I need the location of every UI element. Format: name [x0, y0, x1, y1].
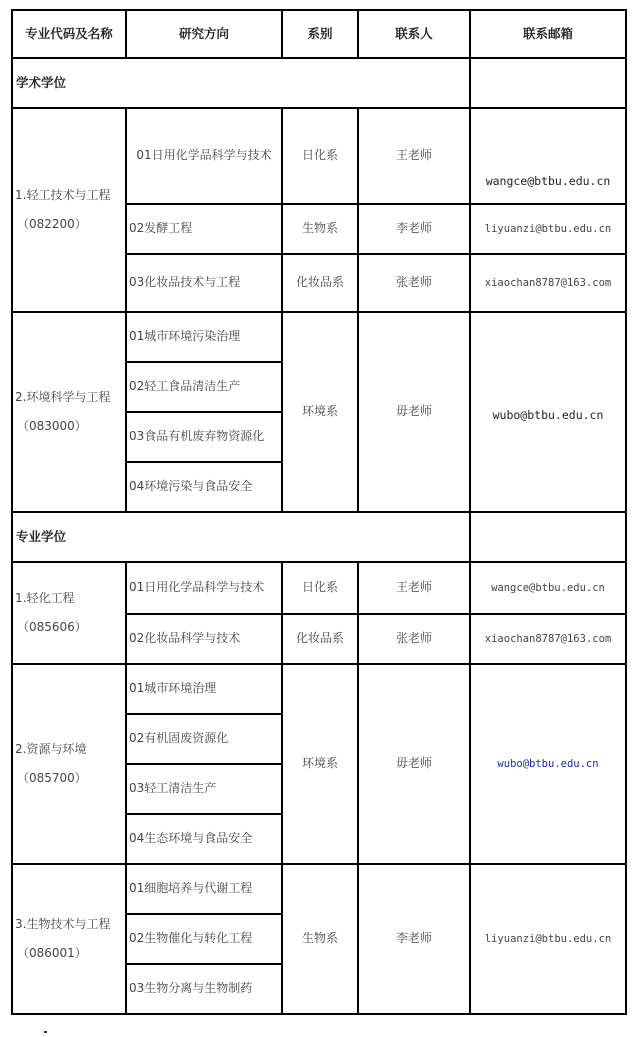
research-direction: 02生物催化与转化工程	[129, 931, 253, 946]
program-name-cell	[12, 664, 126, 864]
table-border	[11, 511, 627, 513]
table-border	[357, 561, 359, 1015]
program-name-cell	[12, 108, 126, 312]
contact-person: 李老师	[395, 931, 432, 946]
table-border	[125, 813, 283, 815]
program-name-cell	[12, 562, 126, 664]
contact-person: 毋老师	[395, 404, 432, 419]
research-direction: 01城市环境污染治理	[129, 329, 241, 344]
program-code: （085700）	[17, 771, 87, 785]
table-border	[11, 663, 627, 665]
header-program: 专业代码及名称	[25, 26, 113, 41]
department: 生物系	[301, 221, 338, 236]
table-border	[125, 963, 283, 965]
research-direction: 02发酵工程	[129, 221, 193, 236]
table-border	[125, 461, 283, 463]
table-border	[125, 913, 283, 915]
table-border	[125, 361, 283, 363]
table-border	[281, 107, 283, 513]
program-name-cell	[12, 312, 126, 512]
contact-person: 张老师	[395, 631, 432, 646]
program-code: （085606）	[17, 620, 87, 634]
program-code: （082200）	[17, 217, 87, 231]
research-direction: 03食品有机废弃物资源化	[129, 429, 265, 444]
department: 日化系	[301, 148, 338, 163]
research-direction: 04生态环境与食品安全	[129, 831, 253, 846]
contact-person: 李老师	[395, 221, 432, 236]
contact-person: 王老师	[395, 148, 432, 163]
table-border	[125, 561, 127, 1015]
department: 日化系	[301, 580, 338, 595]
table-border	[125, 613, 627, 615]
section-title-academic: 学术学位	[16, 75, 67, 90]
contact-email[interactable]: wangce@btbu.edu.cn	[485, 173, 611, 188]
research-direction: 03生物分离与生物制药	[129, 981, 253, 996]
table-border	[125, 763, 283, 765]
header-email: 联系邮箱	[522, 26, 573, 41]
table-border	[11, 1013, 627, 1015]
department: 环境系	[301, 756, 338, 771]
department: 化妆品系	[295, 631, 344, 646]
contact-email[interactable]: liyuanzi@btbu.edu.cn	[484, 222, 612, 235]
table-border	[125, 107, 127, 513]
table-border	[11, 311, 627, 313]
program-name: 1.轻化工程	[15, 590, 75, 605]
program-code: （083000）	[17, 419, 87, 433]
stray-mark	[44, 1031, 47, 1033]
contact-email[interactable]: wangce@btbu.edu.cn	[491, 581, 605, 594]
contact-email[interactable]: xiaochan8787@163.com	[484, 632, 612, 645]
department: 环境系	[301, 404, 338, 419]
table-border	[125, 253, 627, 255]
table-border	[11, 107, 627, 109]
contact-email[interactable]: liyuanzi@btbu.edu.cn	[484, 932, 612, 945]
table-border	[357, 9, 359, 59]
table-border	[125, 411, 283, 413]
table-border	[125, 9, 127, 59]
section-title-professional: 专业学位	[16, 529, 67, 544]
program-code: （086001）	[17, 946, 87, 960]
program-name: 2.环境科学与工程	[15, 389, 111, 404]
header-direction: 研究方向	[178, 26, 229, 41]
contact-email[interactable]: wubo@btbu.edu.cn	[492, 407, 604, 422]
research-direction: 01细胞培养与代谢工程	[129, 881, 253, 896]
department: 化妆品系	[295, 275, 344, 290]
program-name-cell	[12, 864, 126, 1014]
research-direction: 03轻工清洁生产	[129, 781, 217, 796]
table-border	[11, 57, 627, 59]
research-direction: 03化妆品技术与工程	[129, 275, 241, 290]
research-direction: 02有机固废资源化	[129, 731, 229, 746]
program-name: 2.资源与环境	[15, 741, 87, 756]
research-direction: 02化妆品科学与技术	[129, 631, 241, 646]
research-direction: 01日用化学品科学与技术	[136, 148, 272, 163]
table-border	[357, 107, 359, 513]
table-border	[125, 713, 283, 715]
table-border	[281, 9, 283, 59]
table-border	[11, 561, 627, 563]
header-department: 系别	[307, 26, 333, 41]
research-direction: 01城市环境治理	[129, 681, 217, 696]
contact-email[interactable]: wubo@btbu.edu.cn	[497, 757, 599, 770]
program-name: 3.生物技术与工程	[15, 916, 111, 931]
table-border	[11, 863, 627, 865]
header-contact: 联系人	[395, 26, 433, 41]
table-border	[281, 561, 283, 1015]
table-border	[11, 9, 627, 11]
research-direction: 04环境污染与食品安全	[129, 479, 253, 494]
program-name: 1.轻工技术与工程	[15, 187, 111, 202]
contact-person: 张老师	[395, 275, 432, 290]
research-direction: 01日用化学品科学与技术	[129, 580, 265, 595]
table-border	[125, 203, 627, 205]
contact-person: 毋老师	[395, 756, 432, 771]
contact-email[interactable]: xiaochan8787@163.com	[484, 276, 612, 289]
contact-person: 王老师	[395, 580, 432, 595]
department: 生物系	[301, 931, 338, 946]
research-direction: 02轻工食品清洁生产	[129, 379, 241, 394]
